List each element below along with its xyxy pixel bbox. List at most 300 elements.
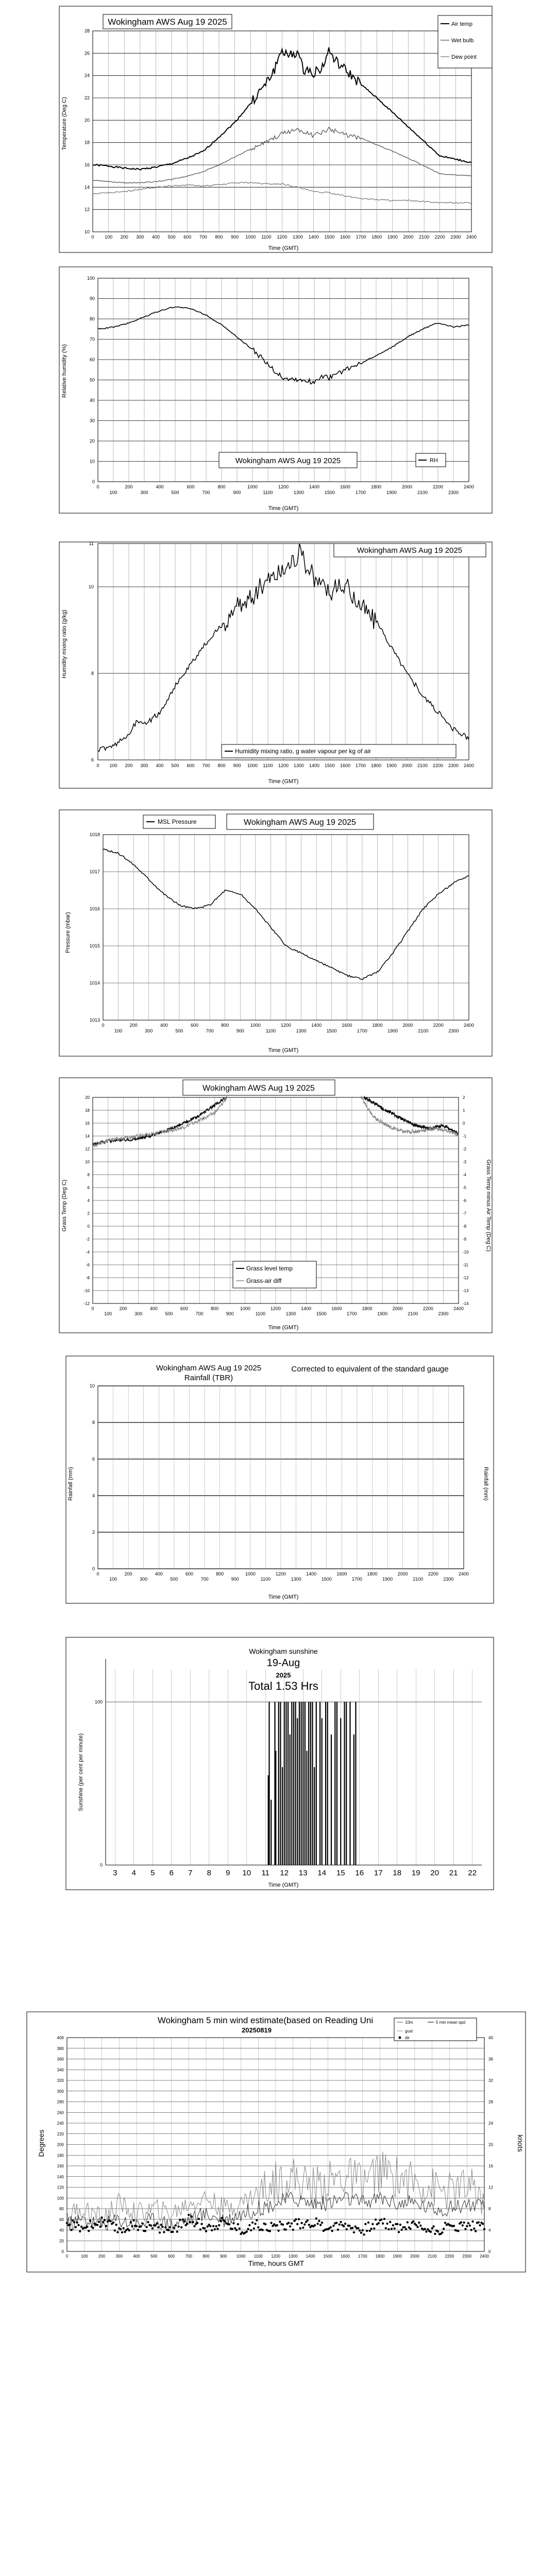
y-tick-label: 300 (57, 2089, 64, 2094)
x-tick-label: 200 (124, 1571, 132, 1577)
wind-direction-dot (66, 2222, 68, 2224)
x-tick-label: 700 (202, 763, 210, 768)
x-tick-label: 2200 (432, 484, 444, 489)
wind-direction-dot (86, 2226, 88, 2228)
y-tick-label: 140 (57, 2174, 64, 2179)
x-tick-label: 2300 (448, 490, 459, 495)
x-tick-label: 1400 (301, 1306, 312, 1311)
pressure-ylabel: Pressure (mbar) (65, 912, 71, 953)
wind-legend (394, 2018, 477, 2041)
x-tick-label: 1000 (245, 1571, 256, 1577)
wind-direction-dot (367, 2222, 369, 2224)
rain-subtitle: Rainfall (TBR) (184, 1374, 233, 1382)
wind-direction-dot (432, 2225, 434, 2227)
x-tick-label: 1400 (306, 1571, 317, 1577)
wind-direction-dot (228, 2223, 230, 2225)
wind-direction-dot (154, 2224, 156, 2226)
wind-direction-dot (257, 2226, 259, 2228)
x-tick-label: 600 (187, 763, 195, 768)
x-tick-label: 1700 (358, 2254, 367, 2259)
x-tick-label: 2100 (413, 1577, 424, 1582)
wind-direction-dot (279, 2221, 281, 2223)
y-tick-label: 240 (57, 2121, 64, 2126)
y-right-tick-label: 0 (463, 1121, 465, 1126)
wind-direction-dot (231, 2228, 233, 2230)
y-tick-label: 0 (61, 2249, 64, 2254)
wind-direction-dot (386, 2223, 388, 2225)
x-tick-label: 800 (202, 2254, 210, 2259)
mixing-chart (59, 541, 492, 788)
y-right-tick-label: 1 (463, 1108, 465, 1113)
wind-direction-dot (299, 2227, 301, 2229)
humidity-frame (59, 267, 492, 513)
wind-direction-dot (300, 2222, 302, 2224)
x-tick-label: 2000 (402, 1023, 413, 1028)
wind-direction-dot (256, 2219, 258, 2221)
y-tick-label: 40 (59, 2228, 64, 2233)
y-right-tick-label: -10 (463, 1250, 469, 1255)
x-tick-label: 1700 (355, 763, 366, 768)
wind-direction-dot (72, 2219, 74, 2222)
x-tick-label: 2300 (448, 763, 459, 768)
y-tick-label: 100 (57, 2196, 64, 2201)
x-tick-label: 1200 (278, 763, 289, 768)
wind-direction-dot (398, 2231, 400, 2233)
x-tick-label: 1500 (326, 1028, 337, 1033)
wind-direction-dot (161, 2226, 163, 2228)
wind-direction-dot (453, 2225, 455, 2227)
x-tick-label: 700 (206, 1028, 214, 1033)
y-tick-label: 1016 (89, 906, 100, 911)
x-tick-label: 600 (187, 484, 195, 489)
wind-direction-dot (282, 2224, 284, 2226)
wind-direction-dot (298, 2218, 300, 2220)
x-tick-label: 400 (149, 1306, 158, 1311)
legend-wet-bulb: Wet bulb (451, 38, 474, 44)
y-right-tick-label: 20 (488, 2142, 493, 2147)
wind-direction-dot (130, 2221, 132, 2223)
wind-direction-dot (189, 2221, 191, 2223)
x-tick-label: 1600 (340, 763, 351, 768)
wind-direction-dot (89, 2219, 91, 2222)
x-tick-label: 1500 (316, 1311, 327, 1316)
wind-direction-dot (370, 2228, 372, 2230)
y-right-tick-label: -8 (463, 1224, 467, 1229)
wind-direction-dot (407, 2221, 409, 2223)
y-tick-label: 6 (87, 1185, 90, 1190)
x-tick-label: 1700 (346, 1311, 357, 1316)
x-tick-label: 9 (226, 1869, 230, 1877)
wind-direction-dot (308, 2224, 310, 2226)
x-tick-label: 20 (430, 1869, 439, 1877)
x-tick-label: 800 (216, 1571, 224, 1577)
x-tick-label: 1400 (306, 2254, 315, 2259)
x-tick-label: 0 (91, 1306, 94, 1311)
x-tick-label: 500 (171, 490, 179, 495)
x-tick-label: 1300 (293, 763, 305, 768)
wind-direction-dot (98, 2221, 100, 2223)
x-tick-label: 19 (411, 1869, 420, 1877)
x-tick-label: 5 (150, 1869, 155, 1877)
y-tick-label: 100 (94, 1699, 103, 1705)
wind-direction-dot (214, 2228, 216, 2230)
wind-direction-dot (156, 2223, 158, 2225)
wind-direction-dot (92, 2227, 94, 2229)
wind-direction-dot (399, 2224, 401, 2226)
x-tick-label: 1500 (324, 763, 335, 768)
wind-direction-dot (112, 2222, 114, 2224)
pressure-xlabel: Time (GMT) (268, 1047, 299, 1054)
wind-direction-dot (371, 2223, 374, 2225)
wind-direction-dot (369, 2230, 371, 2232)
wind-direction-dot (205, 2230, 207, 2232)
x-tick-label: 700 (185, 2254, 192, 2259)
wind-direction-dot (167, 2229, 170, 2231)
wind-direction-dot (441, 2231, 443, 2233)
wind-direction-dot (277, 2230, 279, 2232)
x-tick-label: 12 (280, 1869, 289, 1877)
sunshine-year: 2025 (276, 1671, 291, 1679)
x-tick-label: 1800 (362, 1306, 373, 1311)
pressure-legend (143, 815, 215, 828)
grass-chart (59, 1078, 492, 1333)
humidity-title: Wokingham AWS Aug 19 2025 (235, 456, 341, 465)
wind-direction-dot (188, 2214, 190, 2216)
wind-direction-dot (319, 2224, 322, 2226)
y-tick-label: 1013 (89, 1018, 100, 1023)
wind-direction-dot (382, 2223, 384, 2225)
wind-direction-dot (199, 2228, 201, 2230)
y-right-tick-label: 2 (463, 1095, 465, 1100)
x-tick-label: 1400 (311, 1023, 322, 1028)
wind-direction-dot (405, 2228, 407, 2230)
sunshine-xlabel: Time (GMT) (268, 1882, 299, 1888)
x-tick-label: 900 (233, 490, 241, 495)
x-tick-label: 600 (190, 1023, 199, 1028)
y-tick-label: 6 (91, 757, 94, 762)
x-tick-label: 14 (317, 1869, 327, 1877)
rain-note: Corrected to equivalent of the standard gauge (291, 1365, 449, 1374)
x-tick-label: 400 (155, 1571, 163, 1577)
x-tick-label: 600 (185, 1571, 194, 1577)
wind-direction-dot (483, 2228, 485, 2230)
y-tick-label: -12 (83, 1301, 90, 1306)
x-tick-label: 1100 (265, 1028, 276, 1033)
x-tick-label: 100 (104, 1311, 112, 1316)
y-right-tick-label: -5 (463, 1185, 467, 1190)
y-tick-label: 14 (85, 1134, 90, 1139)
x-tick-label: 4 (131, 1869, 136, 1877)
x-tick-label: 1200 (280, 1023, 292, 1028)
x-tick-label: 1100 (263, 763, 273, 768)
wind-direction-dot (172, 2231, 174, 2233)
y-right-tick-label: 36 (488, 2057, 493, 2062)
wind-direction-dot (332, 2225, 334, 2227)
wind-direction-dot (137, 2229, 139, 2231)
x-tick-label: 1200 (277, 234, 288, 240)
legend-grass-diff: Grass-air diff (246, 1277, 282, 1284)
wind-direction-dot (463, 2222, 465, 2224)
wind-direction-dot (123, 2227, 125, 2229)
x-tick-label: 1300 (296, 1028, 307, 1033)
y-tick-label: 260 (57, 2110, 64, 2115)
y-right-tick-label: 24 (488, 2121, 493, 2126)
wind-direction-dot (430, 2231, 432, 2233)
x-tick-label: 1000 (245, 234, 256, 240)
x-tick-label: 200 (129, 1023, 138, 1028)
x-tick-label: 300 (134, 1311, 143, 1316)
x-tick-label: 13 (298, 1869, 308, 1877)
x-tick-label: 1200 (270, 1306, 281, 1311)
x-tick-label: 300 (136, 234, 144, 240)
legend-wind-dir: dir (405, 2036, 410, 2040)
wind-direction-dot (348, 2225, 350, 2227)
wind-direction-dot (416, 2226, 418, 2228)
wind-direction-dot (176, 2231, 178, 2233)
y-tick-label: 20 (59, 2239, 64, 2244)
x-tick-label: 1600 (331, 1306, 342, 1311)
x-tick-label: 1500 (321, 1577, 332, 1582)
x-tick-label: 1100 (263, 490, 273, 495)
sunshine-date: 19-Aug (266, 1657, 300, 1669)
x-tick-label: 500 (150, 2254, 158, 2259)
x-tick-label: 6 (169, 1869, 174, 1877)
grass-xlabel: Time (GMT) (268, 1325, 299, 1331)
y-tick-label: 0 (99, 1862, 103, 1868)
wind-direction-dot (360, 2232, 362, 2234)
wind-direction-dot (235, 2229, 238, 2231)
y-tick-label: 0 (87, 1224, 90, 1229)
wind-direction-dot (144, 2230, 146, 2232)
y-tick-label: 16 (84, 162, 90, 167)
x-tick-label: 500 (167, 234, 176, 240)
wind-direction-dot (269, 2230, 271, 2232)
x-tick-label: 1800 (370, 763, 382, 768)
wind-direction-dot (224, 2220, 226, 2222)
wind-direction-dot (183, 2220, 185, 2222)
wind-date: 20250819 (242, 2026, 272, 2034)
humidity-title-box (219, 452, 357, 468)
wind-direction-dot (364, 2223, 366, 2225)
rain-ylabel-right: Rainfall (mm) (483, 1467, 489, 1501)
wind-direction-dot (343, 2225, 345, 2227)
y-right-tick-label: 40 (488, 2036, 493, 2040)
y-tick-label: 4 (92, 1493, 95, 1498)
x-tick-label: 2200 (422, 1306, 433, 1311)
x-tick-label: 2300 (443, 1577, 454, 1582)
wind-direction-dot (75, 2226, 77, 2228)
x-tick-label: 1900 (387, 234, 398, 240)
pressure-chart (59, 810, 492, 1056)
y-tick-label: 12 (84, 207, 90, 212)
wind-title: Wokingham 5 min wind estimate(based on Reading Uni (157, 2015, 374, 2025)
grass-legend (233, 1261, 316, 1288)
x-tick-label: 700 (195, 1311, 204, 1316)
x-tick-label: 2100 (417, 490, 428, 495)
x-tick-label: 2300 (450, 234, 461, 240)
x-tick-label: 300 (115, 2254, 123, 2259)
x-tick-label: 1900 (386, 490, 397, 495)
y-tick-label: 80 (59, 2207, 64, 2211)
wind-direction-dot (219, 2220, 222, 2222)
x-tick-label: 0 (65, 2254, 69, 2259)
y-tick-label: 60 (89, 357, 95, 362)
wind-direction-dot (239, 2228, 241, 2230)
pressure-title: Wokingham AWS Aug 19 2025 (244, 818, 356, 827)
legend-msl: MSL Pressure (158, 818, 197, 825)
y-tick-label: 4 (87, 1198, 90, 1203)
x-tick-label: 0 (96, 763, 99, 768)
wind-direction-dot (375, 2218, 377, 2221)
y-tick-label: 8 (91, 671, 94, 676)
x-tick-label: 1800 (375, 2254, 385, 2259)
wind-direction-dot (164, 2226, 166, 2228)
wind-direction-dot (403, 2226, 405, 2228)
wind-direction-dot (207, 2226, 209, 2228)
x-tick-label: 900 (226, 1311, 234, 1316)
y-tick-label: 10 (88, 584, 94, 589)
x-tick-label: 500 (175, 1028, 183, 1033)
wind-direction-dot (344, 2223, 346, 2225)
sunshine-ylabel: Sunshine (per cent per minute) (78, 1733, 84, 1811)
x-tick-label: 2400 (480, 2254, 489, 2259)
wind-direction-dot (339, 2224, 341, 2226)
wind-direction-dot (362, 2229, 364, 2231)
x-tick-label: 7 (188, 1869, 193, 1877)
wind-direction-dot (383, 2218, 385, 2220)
grass-title: Wokingham AWS Aug 19 2025 (202, 1084, 315, 1093)
x-tick-label: 1000 (247, 484, 258, 489)
wind-direction-dot (147, 2221, 149, 2223)
x-tick-label: 0 (96, 484, 99, 489)
y-tick-label: 10 (89, 459, 95, 464)
mixing-xlabel: Time (GMT) (268, 778, 299, 785)
y-tick-label: 50 (89, 377, 95, 383)
grass-ylabel: Grass Temp (Deg C) (61, 1179, 67, 1232)
wind-direction-dot (462, 2224, 464, 2226)
y-tick-label: 340 (57, 2067, 64, 2073)
x-tick-label: 900 (231, 234, 239, 240)
wind-direction-dot (482, 2223, 484, 2225)
x-tick-label: 1800 (370, 484, 382, 489)
y-tick-label: 24 (84, 73, 90, 78)
wind-direction-dot (276, 2224, 278, 2226)
x-tick-label: 1500 (324, 234, 335, 240)
wind-direction-dot (467, 2222, 469, 2224)
wind-direction-dot (179, 2218, 181, 2221)
x-tick-label: 600 (183, 234, 192, 240)
x-tick-label: 700 (200, 1577, 209, 1582)
x-tick-label: 1700 (357, 1028, 367, 1033)
x-tick-label: 700 (202, 490, 210, 495)
x-tick-label: 100 (109, 1577, 117, 1582)
wind-direction-dot (173, 2227, 175, 2229)
y-right-tick-label: -11 (463, 1263, 468, 1267)
y-tick-label: 8 (92, 1420, 95, 1425)
y-right-tick-label: -1 (463, 1134, 467, 1139)
y-tick-label: 0 (92, 479, 95, 484)
wind-direction-dot (96, 2224, 98, 2226)
wind-direction-dot (124, 2231, 126, 2233)
x-tick-label: 1000 (250, 1023, 261, 1028)
wind-direction-dot (254, 2223, 256, 2225)
wind-direction-dot (295, 2218, 297, 2221)
x-tick-label: 0 (91, 234, 94, 240)
rain-title: Wokingham AWS Aug 19 2025 (156, 1364, 262, 1372)
x-tick-label: 15 (336, 1869, 345, 1877)
y-tick-label: 6 (92, 1456, 95, 1462)
wind-direction-dot (99, 2226, 102, 2228)
wind-direction-dot (76, 2222, 78, 2224)
x-tick-label: 8 (207, 1869, 211, 1877)
x-tick-label: 500 (171, 763, 179, 768)
wind-direction-dot (316, 2223, 318, 2225)
wind-direction-dot (105, 2225, 107, 2227)
wind-direction-dot (200, 2223, 202, 2225)
x-tick-label: 1100 (253, 2254, 263, 2259)
y-tick-label: 20 (85, 1095, 90, 1100)
temperature-ylabel: Temperature (Deg C) (61, 97, 67, 150)
x-tick-label: 900 (231, 1577, 239, 1582)
x-tick-label: 1100 (255, 1311, 266, 1316)
wind-direction-dot (146, 2226, 148, 2228)
wind-direction-dot (221, 2217, 223, 2219)
y-right-tick-label: -12 (463, 1276, 469, 1280)
rain-chart (66, 1356, 494, 1603)
wind-direction-dot (237, 2223, 239, 2225)
wind-direction-dot (425, 2230, 427, 2232)
x-tick-label: 2100 (418, 1028, 429, 1033)
wind-direction-dot (151, 2227, 154, 2229)
y-tick-label: -4 (86, 1250, 90, 1255)
y-tick-label: 18 (85, 1108, 90, 1113)
wind-direction-dot (393, 2227, 395, 2229)
temperature-title: Wokingham AWS Aug 19 2025 (108, 17, 227, 27)
y-tick-label: 20 (89, 438, 95, 444)
x-tick-label: 800 (211, 1306, 219, 1311)
y-tick-label: 20 (84, 117, 90, 123)
x-tick-label: 1000 (240, 1306, 250, 1311)
y-right-tick-label: 0 (488, 2249, 491, 2254)
mixing-title-box (334, 544, 486, 557)
wind-direction-dot (473, 2227, 475, 2229)
x-tick-label: 1300 (293, 234, 303, 240)
x-tick-label: 900 (220, 2254, 227, 2259)
x-tick-label: 700 (199, 234, 207, 240)
wind-direction-dot (373, 2227, 375, 2229)
y-tick-label: 70 (89, 336, 95, 342)
wind-direction-dot (193, 2225, 195, 2227)
wind-direction-dot (318, 2220, 320, 2222)
wind-direction-dot (218, 2224, 220, 2226)
wind-direction-dot (177, 2226, 179, 2228)
wind-direction-dot (209, 2225, 211, 2227)
y-tick-label: 320 (57, 2078, 64, 2083)
wind-direction-dot (418, 2222, 420, 2224)
wind-direction-dot (359, 2229, 361, 2231)
x-tick-label: 1300 (291, 1577, 301, 1582)
x-tick-label: 2400 (463, 484, 475, 489)
x-tick-label: 18 (393, 1869, 402, 1877)
y-tick-label: 11 (89, 541, 94, 546)
x-tick-label: 1700 (356, 234, 366, 240)
wind-direction-dot (314, 2224, 316, 2226)
x-tick-label: 2200 (433, 1023, 444, 1028)
x-tick-label: 900 (233, 763, 241, 768)
x-tick-label: 2400 (466, 234, 477, 240)
wind-direction-dot (116, 2231, 119, 2233)
humidity-xlabel: Time (GMT) (268, 505, 299, 512)
